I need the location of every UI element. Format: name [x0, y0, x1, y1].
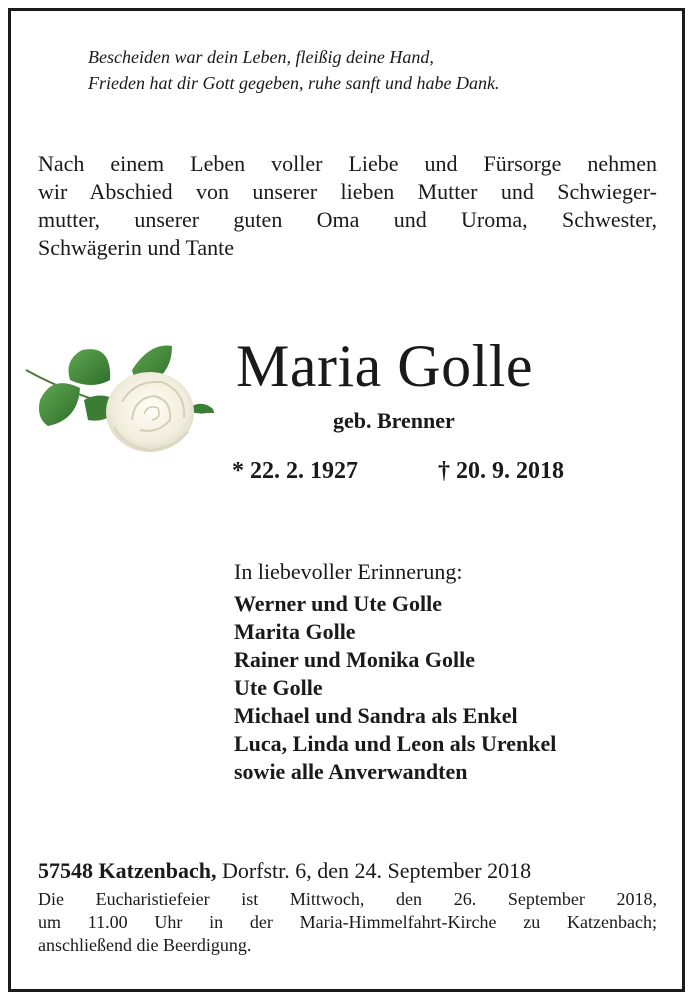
deceased-name: Maria Golle: [236, 333, 534, 399]
death-date: † 20. 9. 2018: [438, 458, 564, 484]
mourner-line: Luca, Linda und Leon als Urenkel: [234, 731, 557, 756]
intro-line-2: wir Abschied von unserer lieben Mutter und Schwieger-: [38, 179, 657, 204]
intro-line-4: Schwägerin und Tante: [38, 235, 235, 260]
address-rest: Dorfstr. 6, den 24. September 2018: [216, 858, 532, 883]
verse-line-1: Bescheiden war dein Leben, fleißig deine Hand,: [88, 47, 434, 67]
mourner-line: sowie alle Anverwandten: [234, 759, 468, 784]
mourner-line: Werner und Ute Golle: [234, 591, 442, 616]
service-line-1: Die Eucharistiefeier ist Mittwoch, den 26. September 2018,: [38, 889, 657, 909]
verse-line-2: Frieden hat dir Gott gegeben, ruhe sanft und habe Dank.: [88, 73, 500, 93]
intro-line-1: Nach einem Leben voller Liebe und Fürsorge nehmen: [38, 151, 657, 176]
birth-date: * 22. 2. 1927: [232, 458, 358, 484]
intro-text: [38, 150, 657, 262]
mourner-line: Ute Golle: [234, 675, 323, 700]
mourners-list: [234, 590, 556, 786]
mourner-line: Rainer und Monika Golle: [234, 647, 476, 672]
service-line-3: anschließend die Beerdigung.: [38, 935, 252, 955]
opening-verse: [88, 44, 499, 96]
mourner-line: Michael und Sandra als Enkel: [234, 703, 518, 728]
mourner-line: Marita Golle: [234, 619, 356, 644]
service-notice: [38, 888, 657, 957]
memory-heading: In liebevoller Erinnerung:: [234, 559, 463, 584]
maiden-name: geb. Brenner: [333, 408, 455, 433]
service-line-2: um 11.00 Uhr in der Maria-Himmelfahrt-Kirche zu Katzenbach;: [38, 912, 657, 932]
white-rose-image: [22, 340, 217, 460]
address-line: [38, 857, 531, 885]
intro-line-3: mutter, unserer guten Oma und Uroma, Schwester,: [38, 207, 657, 232]
address-town: 57548 Katzenbach,: [38, 858, 217, 883]
